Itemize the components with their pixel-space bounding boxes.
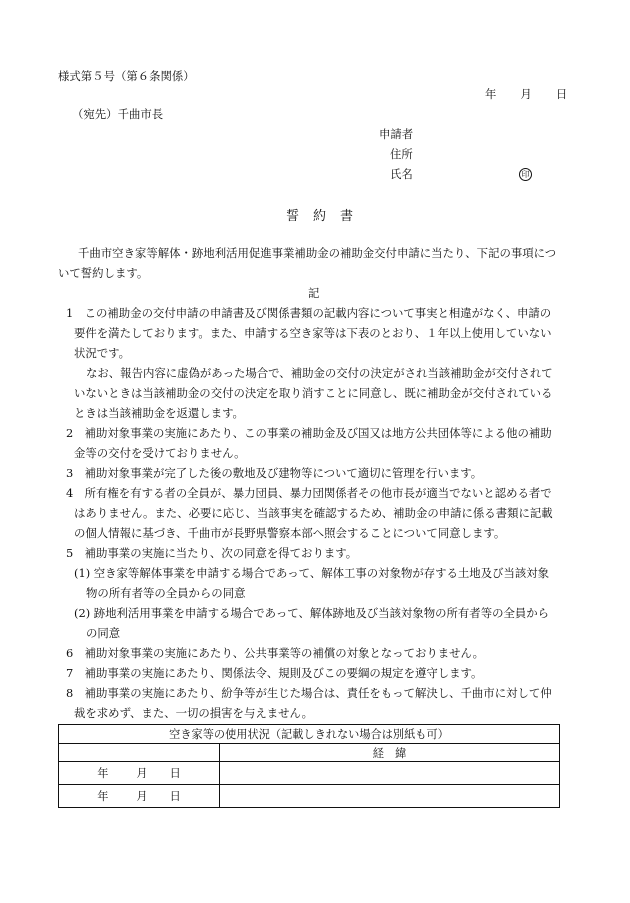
item-line: 1 この補助金の交付申請の申請書及び関係書類の記載内容について事実と相違がなく、申請の (66, 306, 552, 320)
month-label: 月 (136, 790, 148, 803)
pledge-item-5 (66, 545, 586, 645)
item-line: なお、報告内容に虚偽があった場合で、補助金の交付の決定がされ当該補助金が交付されて (86, 366, 553, 380)
document-title: 誓約書 (286, 209, 368, 224)
item-line: の個人情報に基づき、千曲市が長野県警察本部へ照会することについて同意します。 (74, 526, 506, 540)
year-label: 年 (97, 790, 109, 803)
history-cell[interactable] (220, 762, 560, 785)
usage-table-title: 空き家等の使用状況（記載しきれない場合は別紙も可） (59, 725, 560, 744)
pledge-item-4 (66, 485, 586, 545)
item-line: 物の所有者等の全員からの同意 (86, 586, 246, 600)
pledge-item-1 (66, 305, 586, 425)
ki-heading: 記 (308, 286, 320, 300)
intro-paragraph (58, 245, 578, 285)
item-line: 6 補助対象事業の実施にあたり、公共事業等の補償の対象となっておりません。 (66, 646, 484, 660)
history-column-header: 経 緯 (220, 744, 560, 762)
pledge-item-3 (66, 465, 482, 481)
seal-mark: 印 (519, 166, 532, 181)
pledge-item-6 (66, 645, 484, 661)
item-line: (1) 空き家等解体事業を申請する場合であって、解体工事の対象物が存する土地及び当該対象 (74, 566, 550, 580)
item-line: ときは当該補助金を返還します。 (74, 406, 244, 420)
usage-status-table (58, 724, 560, 808)
name-label: 氏名 (390, 167, 413, 181)
day-label: 日 (169, 767, 181, 780)
item-line: 要件を満たしております。また、申請する空き家等は下表のとおり、１年以上使用していない (74, 326, 552, 340)
form-number: 様式第５号（第６条関係） (58, 69, 195, 83)
item-line: 状況です。 (74, 346, 131, 360)
usage-table-title-row (59, 725, 560, 744)
history-cell[interactable] (220, 785, 560, 808)
item-line: 7 補助事業の実施にあたり、関係法令、規則及びこの要綱の規定を遵守します。 (66, 666, 483, 680)
date-column-header (59, 744, 220, 762)
item-line: 2 補助対象事業の実施にあたり、この事業の補助金及び国又は地方公共団体等による他の補助 (66, 426, 552, 440)
applicant-label: 申請者 (379, 127, 414, 141)
addressee: （宛先）千曲市長 (72, 107, 164, 121)
item-line: いないときは当該補助金の交付の決定を取り消すことに同意し、既に補助金が交付されている (74, 386, 553, 400)
document-date (485, 86, 567, 102)
year-label: 年 (97, 767, 109, 780)
pledge-item-2 (66, 425, 586, 465)
item-line: 4 所有権を有する者の全員が、暴力団員、暴力団関係者その他市長が適当でないと認める者で (66, 486, 552, 500)
item-line: 5 補助事業の実施に当たり、次の同意を得ております。 (66, 546, 358, 560)
item-line: 金等の交付を受けておりません。 (74, 446, 246, 460)
pledge-item-8 (66, 685, 586, 725)
item-line: 8 補助事業の実施にあたり、紛争等が生じた場合は、責任をもって解決し、千曲市に対して仲 (66, 686, 552, 700)
item-line: はありません。また、必要に応じ、当該事実を確認するため、補助金の申請に係る書類に記載 (74, 506, 553, 520)
item-line: 3 補助対象事業が完了した後の敷地及び建物等について適切に管理を行います。 (66, 466, 483, 480)
pledge-item-7 (66, 665, 482, 681)
date-day-label: 日 (555, 87, 568, 101)
date-month-label: 月 (520, 87, 532, 101)
table-row (59, 762, 560, 785)
intro-line: いて誓約します。 (58, 266, 149, 280)
item-line: の同意 (86, 626, 121, 640)
address-label: 住所 (390, 147, 413, 161)
day-label: 日 (169, 790, 181, 803)
table-row (59, 785, 560, 808)
date-cell[interactable] (59, 785, 220, 808)
date-cell[interactable] (59, 762, 220, 785)
month-label: 月 (136, 767, 148, 780)
item-line: (2) 跡地利活用事業を申請する場合であって、解体跡地及び当該対象物の所有者等の全員から (74, 606, 550, 620)
intro-line: 千曲市空き家等解体・跡地利活用促進事業補助金の補助金交付申請に当たり、下記の事項につ (78, 246, 557, 260)
date-year-label: 年 (485, 87, 497, 101)
usage-table-header-row (59, 744, 560, 762)
item-line: 裁を求めず、また、一切の損害を与えません。 (74, 706, 313, 720)
